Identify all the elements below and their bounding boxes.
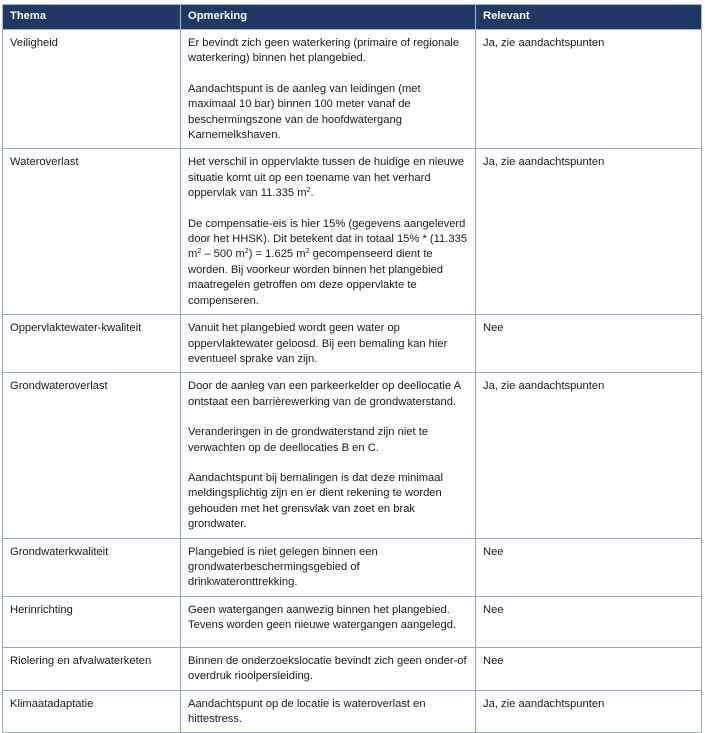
text-run: . [310,187,314,200]
table-row [3,149,702,315]
row-relevant: Nee [476,538,702,596]
row-thema: Riolering en afvalwaterketen [3,647,181,690]
opmerking-paragraph: Geen watergangen aanwezig binnen het plangebied. Tevens worden geen nieuwe watergangen aangelegd. [188,603,457,632]
text-run: De compensatie-eis is hier 15% (gegevens aangeleverd door het HHSK). Dit betekent dat in totaal 15% * (11.335 m [188,217,468,261]
superscript: 2 [305,248,310,256]
opmerking-paragraph: Aandachtspunt is de aanleg van leidingen (met maximaal 10 bar) binnen 100 meter vanaf de beschermingszone van de hoofdwatergang Karnemelkshaven. [188,82,421,142]
water-assessment-table [2,4,702,733]
table-header-row [3,5,702,30]
table-row [3,647,702,690]
document-page [2,4,701,725]
table-row [3,373,702,538]
opmerking-paragraph: Aandachtspunt op de locatie is wateroverlast en hittestress. [188,697,426,725]
opmerking-paragraph [188,155,468,201]
row-thema: Grondwaterkwaliteit [3,538,181,596]
row-opmerking [181,315,476,373]
row-opmerking [181,690,476,733]
row-thema: Grondwateroverlast [3,373,181,538]
row-thema: Wateroverlast [3,149,181,315]
table-row [3,690,702,733]
row-relevant: Ja, zie aandachtspunten [476,373,702,538]
row-opmerking [181,30,476,149]
text-run: gecompenseerd dient te worden. Bij voorkeur worden binnen het plangebied maatregelen getroffen om deze oppervlakte te compenseren. [188,248,443,307]
text-run: Het verschil in oppervlakte tussen de huidige en nieuwe situatie komt uit op een toename van het verhard oppervlak van 11.335 m [188,156,465,200]
header-thema: Thema [3,5,181,30]
opmerking-paragraph: Binnen de onderzoekslocatie bevindt zich geen onder-of overdruk rioolpersleiding. [188,654,467,683]
header-opmerking: Opmerking [181,5,476,30]
table-row [3,30,702,149]
row-opmerking [181,538,476,596]
superscript: 2 [197,248,202,256]
opmerking-paragraph: Door de aanleg van een parkeerkelder op deellocatie A ontstaat een barrièrewerking van de grondwaterstand. [188,380,461,408]
opmerking-paragraph: Er bevindt zich geen waterkering (primaire of regionale waterkering) binnen het plangebied. [188,37,460,65]
row-opmerking [181,647,476,690]
row-opmerking [181,373,476,538]
opmerking-paragraph: Vanuit het plangebied wordt geen water op oppervlaktewater geloosd. Bij een bemaling kan hier eventueel sprake van zijn. [188,322,448,365]
row-opmerking [181,149,476,315]
superscript: 2 [244,248,249,256]
row-thema: Oppervlaktewater-kwaliteit [3,315,181,373]
opmerking-paragraph [188,217,468,309]
opmerking-paragraph: Aandachtspunt bij bemalingen is dat deze minimaal meldingsplichtig zijn en er dient rekening te worden gehouden met het grensvlak van zoet en brak grondwater. [188,471,443,531]
row-relevant: Ja, zie aandachtspunten [476,149,702,315]
table-row [3,315,702,373]
row-relevant: Ja, zie aandachtspunten [476,30,702,149]
opmerking-paragraph: Plangebied is niet gelegen binnen een grondwaterbeschermingsgebied of drinkwateronttrekking. [188,545,378,589]
table-row [3,596,702,647]
row-relevant: Nee [476,647,702,690]
table-row [3,538,702,596]
opmerking-paragraph: Veranderingen in de grondwaterstand zijn niet te verwachten op de deellocaties B en C. [188,426,429,454]
row-thema: Herinrichting [3,596,181,647]
text-run: ) = 1.625 m [248,248,306,261]
text-run: – 500 m [201,248,245,261]
row-opmerking [181,596,476,647]
row-relevant: Nee [476,315,702,373]
row-relevant: Nee [476,596,702,647]
row-thema: Klimaatadaptatie [3,690,181,733]
row-relevant: Ja, zie aandachtspunten [476,690,702,733]
row-thema: Veiligheid [3,30,181,149]
superscript: 2 [306,187,311,195]
header-relevant: Relevant [476,5,702,30]
